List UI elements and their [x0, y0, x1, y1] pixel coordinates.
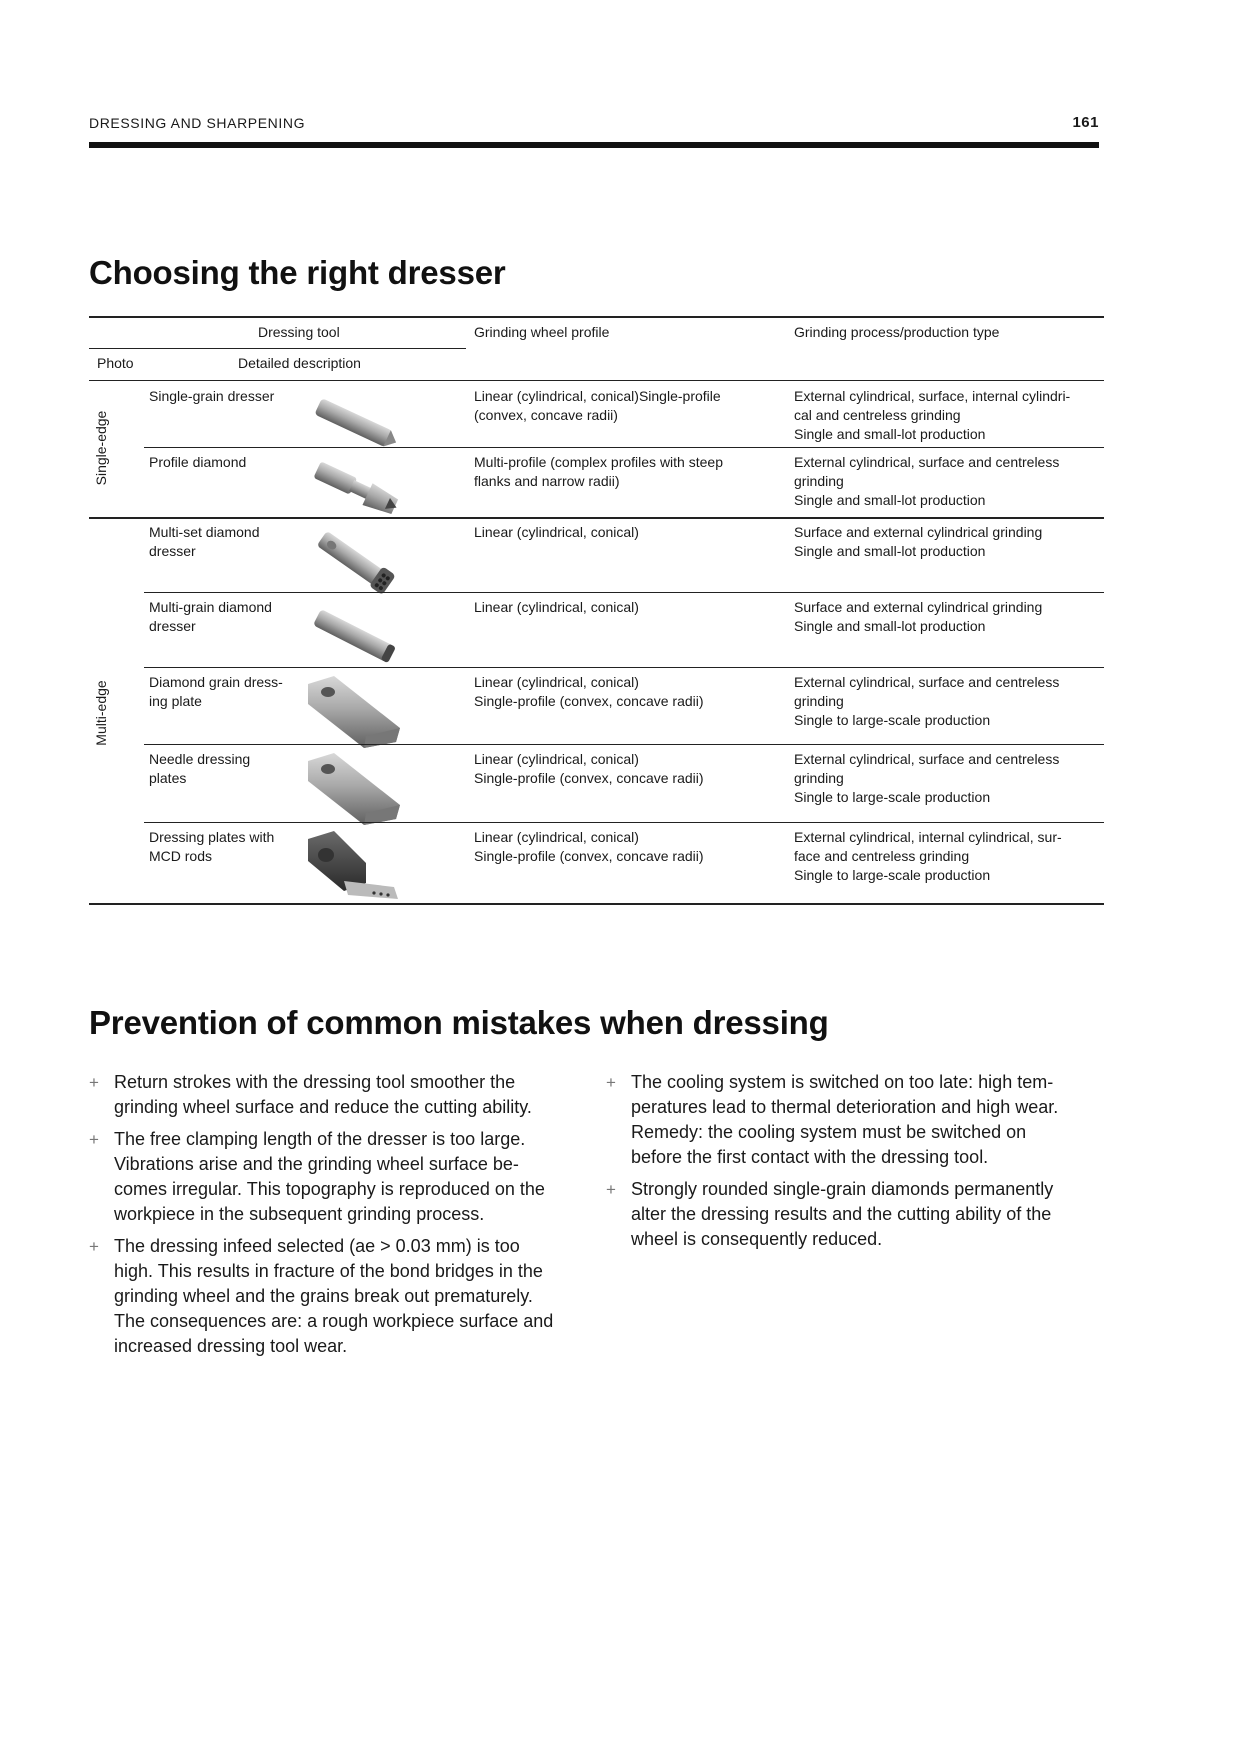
plus-icon: + — [606, 1073, 616, 1092]
row-description: Dressing plates with MCD rods — [149, 829, 275, 864]
plus-icon: + — [89, 1130, 99, 1149]
row-grinding-process: External cylindrical, surface and centreless grinding Single to large-scale production — [794, 674, 1060, 728]
row-rule — [144, 667, 1104, 668]
list-item — [89, 1070, 599, 1120]
list-item — [89, 1127, 599, 1227]
row-wheel-profile: Linear (cylindrical, conical) Single-profile (convex, concave radii) — [474, 751, 704, 786]
section-title: DRESSING AND SHARPENING — [89, 115, 306, 131]
row-description: Single-grain dresser — [149, 388, 275, 404]
plus-icon: + — [89, 1073, 99, 1092]
dresser-table — [89, 316, 1104, 916]
group-label-single-edge: Single-edge — [93, 410, 109, 486]
bullet-list-right — [606, 1070, 1106, 1259]
row-wheel-profile: Linear (cylindrical, conical) — [474, 599, 639, 615]
header-bottom-rule — [89, 380, 1104, 381]
header-grinding-wheel-profile: Grinding wheel profile — [474, 324, 610, 340]
plus-icon: + — [606, 1180, 616, 1199]
row-rule — [144, 822, 1104, 823]
diamond-grain-dressing-plate-photo — [304, 670, 404, 754]
row-wheel-profile: Linear (cylindrical, conical)Single-profile (convex, concave radii) — [474, 388, 721, 423]
list-item-text: The cooling system is switched on too late: high tem- peratures lead to thermal deterioration and high wear. Remedy: the cooling system must be switched on before the first contact with the dressing tool. — [631, 1072, 1059, 1167]
row-wheel-profile: Linear (cylindrical, conical) — [474, 524, 639, 540]
page-number: 161 — [1072, 114, 1099, 131]
header-detailed-description: Detailed description — [238, 355, 361, 371]
row-wheel-profile: Multi-profile (complex profiles with steep flanks and narrow radii) — [474, 454, 723, 489]
header-rule — [89, 142, 1099, 148]
row-description: Multi-set diamond dresser — [149, 524, 260, 559]
row-grinding-process: External cylindrical, surface, internal cylindri- cal and centreless grinding Single and small-lot production — [794, 388, 1071, 442]
plus-icon: + — [89, 1237, 99, 1256]
row-rule — [144, 592, 1104, 593]
row-description: Needle dressing plates — [149, 751, 251, 786]
list-item-text: The dressing infeed selected (ae > 0.03 mm) is too high. This results in fracture of the bond bridges in the grinding wheel and the grains break out prematurely. The consequences are: a rough workpiece surface and increased dressing tool wear. — [114, 1236, 554, 1356]
bullet-list-left — [89, 1070, 599, 1366]
row-rule — [89, 517, 1104, 519]
table-top-rule — [89, 316, 1104, 318]
header-grinding-process: Grinding process/production type — [794, 324, 1000, 340]
row-description: Multi-grain diamond dresser — [149, 599, 272, 634]
list-item-text: Strongly rounded single-grain diamonds permanently alter the dressing results and the cutting ability of the wheel is consequently reduced. — [631, 1179, 1054, 1249]
header-photo: Photo — [97, 355, 134, 371]
row-grinding-process: External cylindrical, surface and centreless grinding Single and small-lot production — [794, 454, 1060, 508]
section-heading-dresser: Choosing the right dresser — [89, 254, 506, 291]
list-item — [606, 1070, 1106, 1170]
row-grinding-process: External cylindrical, surface and centreless grinding Single to large-scale production — [794, 751, 1060, 805]
row-rule — [144, 744, 1104, 745]
row-wheel-profile: Linear (cylindrical, conical) Single-profile (convex, concave radii) — [474, 674, 704, 709]
row-rule — [89, 903, 1104, 905]
header-dressing-tool: Dressing tool — [258, 324, 340, 340]
row-wheel-profile: Linear (cylindrical, conical) Single-profile (convex, concave radii) — [474, 829, 704, 864]
list-item — [606, 1177, 1106, 1252]
list-item — [89, 1234, 599, 1359]
row-rule — [144, 447, 1104, 448]
row-grinding-process: Surface and external cylindrical grinding Single and small-lot production — [794, 524, 1043, 559]
row-description: Diamond grain dress- ing plate — [149, 674, 283, 709]
row-grinding-process: External cylindrical, internal cylindrical, sur- face and centreless grinding Single to large-scale production — [794, 829, 1062, 883]
list-item-text: The free clamping length of the dresser is too large. Vibrations arise and the grinding wheel surface be- comes irregular. This topography is reproduced on the workpiece in the subsequent grinding process. — [114, 1129, 545, 1224]
mcd-rod-dressing-plate-photo — [304, 825, 404, 909]
running-header — [89, 112, 1099, 136]
header-subrule — [89, 348, 466, 349]
row-grinding-process: Surface and external cylindrical grinding Single and small-lot production — [794, 599, 1043, 634]
list-item-text: Return strokes with the dressing tool smoother the grinding wheel surface and reduce the cutting ability. — [114, 1072, 532, 1117]
group-label-multi-edge: Multi-edge — [93, 680, 109, 746]
section-heading-mistakes: Prevention of common mistakes when dressing — [89, 1004, 829, 1041]
row-description: Profile diamond — [149, 454, 247, 470]
needle-dressing-plate-photo — [304, 747, 404, 831]
